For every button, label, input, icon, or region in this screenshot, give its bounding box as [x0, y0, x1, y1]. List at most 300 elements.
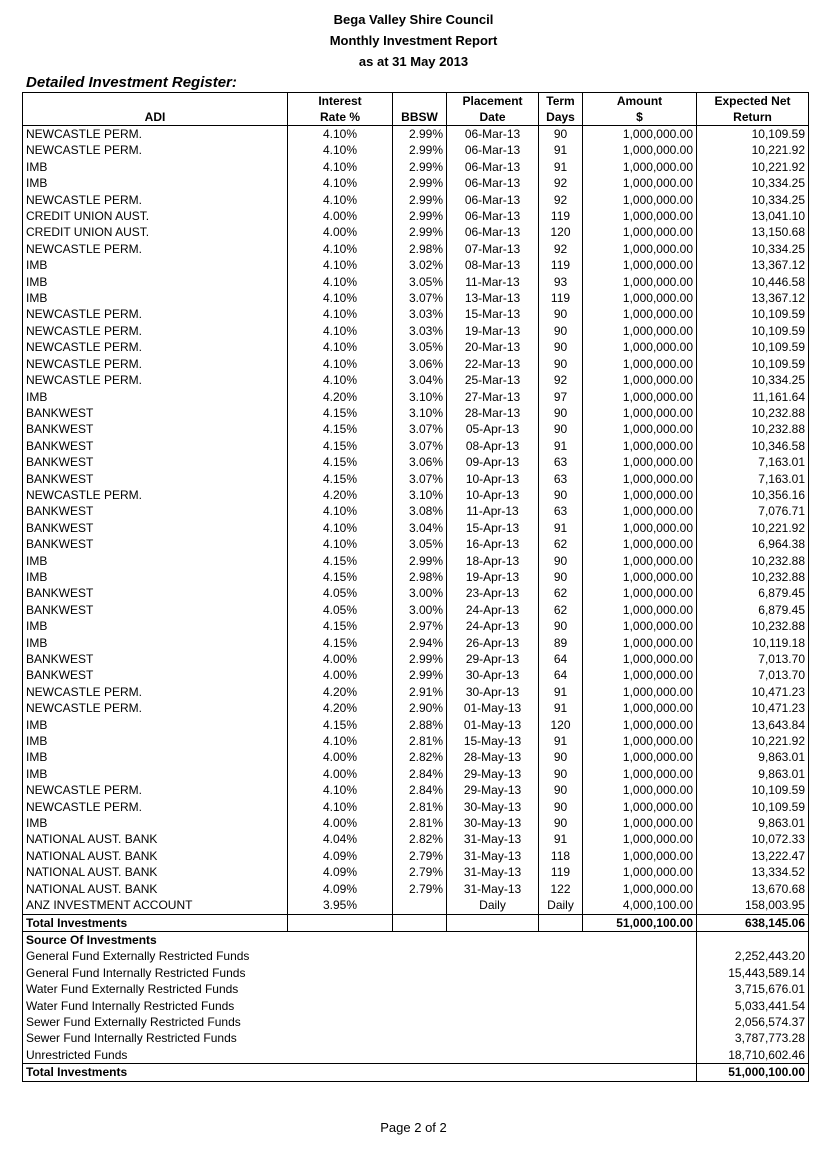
cell-date: 25-Mar-13: [447, 372, 539, 388]
cell-date: 01-May-13: [447, 700, 539, 716]
col-rate-line1: Interest: [318, 94, 362, 108]
sources-heading-value: [697, 931, 809, 948]
cell-amount: 1,000,000.00: [583, 864, 697, 880]
cell-days: 90: [539, 782, 583, 798]
cell-rate: 4.15%: [288, 569, 393, 585]
cell-return: 10,346.58: [697, 438, 809, 454]
register-row: [23, 421, 809, 437]
cell-bbsw: 3.04%: [393, 372, 447, 388]
cell-amount: 1,000,000.00: [583, 306, 697, 322]
cell-rate: 4.10%: [288, 339, 393, 355]
cell-rate: 3.95%: [288, 897, 393, 914]
cell-days: 62: [539, 536, 583, 552]
cell-adi: BANKWEST: [26, 438, 94, 453]
cell-adi: IMB: [26, 750, 48, 765]
cell-return: 13,367.12: [697, 257, 809, 273]
cell-adi: BANKWEST: [26, 652, 94, 666]
source-value: 5,033,441.54: [697, 998, 809, 1014]
cell-rate: 4.10%: [288, 159, 393, 175]
cell-date: 11-Apr-13: [447, 503, 539, 519]
cell-rate: 4.20%: [288, 684, 393, 700]
cell-rate: 4.15%: [288, 635, 393, 651]
cell-return: 10,109.59: [697, 306, 809, 322]
register-row: [23, 553, 809, 569]
cell-date: 09-Apr-13: [447, 454, 539, 470]
source-row: [23, 965, 809, 981]
cell-bbsw: 2.99%: [393, 126, 447, 143]
cell-days: 90: [539, 323, 583, 339]
cell-adi: NEWCASTLE PERM.: [26, 487, 143, 502]
cell-amount: 1,000,000.00: [583, 700, 697, 716]
cell-bbsw: 3.03%: [393, 323, 447, 339]
cell-amount: 1,000,000.00: [583, 684, 697, 700]
cell-amount: 1,000,000.00: [583, 438, 697, 454]
cell-adi: IMB: [26, 619, 48, 634]
cell-date: 06-Mar-13: [447, 159, 539, 175]
cell-adi: BANKWEST: [26, 471, 94, 486]
register-row: [23, 585, 809, 601]
cell-amount: 1,000,000.00: [583, 799, 697, 815]
cell-amount: 1,000,000.00: [583, 536, 697, 552]
cell-date: 06-Mar-13: [447, 224, 539, 240]
cell-return: 10,109.59: [697, 782, 809, 798]
register-row: [23, 520, 809, 536]
total-return: 638,145.06: [697, 914, 809, 931]
cell-days: 91: [539, 733, 583, 749]
cell-amount: 1,000,000.00: [583, 503, 697, 519]
cell-rate: 4.15%: [288, 438, 393, 454]
cell-days: 120: [539, 717, 583, 733]
cell-days: 90: [539, 815, 583, 831]
cell-amount: 1,000,000.00: [583, 175, 697, 191]
sources-heading: Source Of Investments: [26, 932, 157, 947]
register-row: [23, 651, 809, 667]
source-label: General Fund Externally Restricted Funds: [26, 949, 250, 964]
cell-amount: 1,000,000.00: [583, 602, 697, 618]
cell-rate: 4.10%: [288, 799, 393, 815]
cell-return: 10,356.16: [697, 487, 809, 503]
cell-days: 62: [539, 602, 583, 618]
register-row: [23, 618, 809, 634]
cell-bbsw: 2.99%: [393, 667, 447, 683]
cell-bbsw: 3.07%: [393, 471, 447, 487]
cell-date: 06-Mar-13: [447, 126, 539, 143]
cell-adi: IMB: [26, 766, 48, 781]
total-label: Total Investments: [23, 914, 288, 931]
cell-return: 10,109.59: [697, 356, 809, 372]
register-row: [23, 733, 809, 749]
cell-bbsw: 2.88%: [393, 717, 447, 733]
cell-days: 90: [539, 405, 583, 421]
cell-return: 9,863.01: [697, 815, 809, 831]
cell-adi: NEWCASTLE PERM.: [26, 684, 143, 699]
source-label: Sewer Fund Internally Restricted Funds: [26, 1031, 237, 1046]
cell-days: 90: [539, 126, 583, 143]
cell-date: 29-May-13: [447, 782, 539, 798]
cell-return: 13,150.68: [697, 224, 809, 240]
cell-adi: NEWCASTLE PERM.: [26, 307, 143, 322]
cell-return: 6,879.45: [697, 602, 809, 618]
cell-amount: 1,000,000.00: [583, 208, 697, 224]
source-row: [23, 981, 809, 997]
cell-amount: 1,000,000.00: [583, 126, 697, 143]
cell-date: 06-Mar-13: [447, 208, 539, 224]
cell-adi: NEWCASTLE PERM.: [26, 799, 143, 814]
register-row: [23, 438, 809, 454]
register-body: [23, 126, 809, 1082]
cell-rate: 4.15%: [288, 618, 393, 634]
cell-days: 119: [539, 208, 583, 224]
cell-date: 07-Mar-13: [447, 241, 539, 257]
cell-adi: BANKWEST: [26, 405, 94, 420]
cell-date: 29-Apr-13: [447, 651, 539, 667]
cell-days: 90: [539, 749, 583, 765]
cell-days: 122: [539, 881, 583, 897]
cell-rate: 4.10%: [288, 241, 393, 257]
cell-rate: 4.10%: [288, 323, 393, 339]
cell-days: 91: [539, 159, 583, 175]
cell-rate: 4.10%: [288, 290, 393, 306]
cell-bbsw: 3.05%: [393, 339, 447, 355]
cell-return: 10,221.92: [697, 520, 809, 536]
cell-bbsw: 2.99%: [393, 553, 447, 569]
source-label: Water Fund Internally Restricted Funds: [26, 998, 235, 1013]
source-value: 18,710,602.46: [697, 1047, 809, 1064]
cell-amount: 1,000,000.00: [583, 274, 697, 290]
register-row: [23, 306, 809, 322]
cell-days: 91: [539, 700, 583, 716]
cell-bbsw: 3.10%: [393, 389, 447, 405]
total-empty-rate: [288, 914, 393, 931]
cell-bbsw: 2.81%: [393, 815, 447, 831]
cell-bbsw: 3.08%: [393, 503, 447, 519]
cell-adi: CREDIT UNION AUST.: [26, 209, 150, 224]
cell-rate: 4.15%: [288, 553, 393, 569]
col-date-line2: Date: [479, 110, 506, 124]
cell-amount: 1,000,000.00: [583, 667, 697, 683]
cell-return: 10,446.58: [697, 274, 809, 290]
cell-date: 05-Apr-13: [447, 421, 539, 437]
cell-rate: 4.10%: [288, 142, 393, 158]
cell-days: 92: [539, 175, 583, 191]
cell-adi: CREDIT UNION AUST.: [26, 225, 150, 240]
cell-days: 120: [539, 224, 583, 240]
cell-amount: 1,000,000.00: [583, 553, 697, 569]
cell-days: 92: [539, 372, 583, 388]
cell-amount: 1,000,000.00: [583, 142, 697, 158]
register-row: [23, 602, 809, 618]
cell-date: 30-May-13: [447, 815, 539, 831]
page-footer: Page 2 of 2: [380, 1120, 447, 1135]
register-row: [23, 717, 809, 733]
cell-bbsw: 3.05%: [393, 536, 447, 552]
register-row: [23, 487, 809, 503]
cell-rate: 4.09%: [288, 848, 393, 864]
register-row: [23, 897, 809, 914]
cell-date: 24-Apr-13: [447, 602, 539, 618]
cell-rate: 4.09%: [288, 864, 393, 880]
cell-amount: 1,000,000.00: [583, 241, 697, 257]
cell-adi: IMB: [26, 176, 48, 191]
register-row: [23, 782, 809, 798]
cell-return: 7,163.01: [697, 454, 809, 470]
register-row: [23, 224, 809, 240]
cell-date: 19-Apr-13: [447, 569, 539, 585]
cell-days: 119: [539, 864, 583, 880]
cell-return: 9,863.01: [697, 766, 809, 782]
cell-days: 93: [539, 274, 583, 290]
col-bbsw-line1: [396, 93, 443, 109]
cell-amount: 1,000,000.00: [583, 323, 697, 339]
cell-adi: IMB: [26, 569, 48, 584]
total-empty-date: [447, 914, 539, 931]
cell-bbsw: 2.81%: [393, 733, 447, 749]
source-row: [23, 1014, 809, 1030]
col-rate-line2: Rate %: [319, 110, 360, 124]
cell-date: Daily: [447, 897, 539, 914]
cell-days: 90: [539, 487, 583, 503]
cell-date: 24-Apr-13: [447, 618, 539, 634]
cell-bbsw: 3.00%: [393, 602, 447, 618]
col-amount-line1: Amount: [616, 94, 663, 108]
cell-bbsw: 2.99%: [393, 192, 447, 208]
cell-return: 10,109.59: [697, 126, 809, 143]
cell-bbsw: 3.00%: [393, 585, 447, 601]
cell-amount: 1,000,000.00: [583, 618, 697, 634]
cell-rate: 4.09%: [288, 881, 393, 897]
cell-adi: NEWCASTLE PERM.: [26, 323, 143, 338]
total-empty-bbsw: [393, 914, 447, 931]
cell-bbsw: 3.06%: [393, 356, 447, 372]
col-days: [539, 93, 583, 126]
cell-amount: 1,000,000.00: [583, 815, 697, 831]
cell-date: 11-Mar-13: [447, 274, 539, 290]
cell-bbsw: 2.82%: [393, 749, 447, 765]
register-row: [23, 667, 809, 683]
cell-days: 119: [539, 257, 583, 273]
cell-return: 7,076.71: [697, 503, 809, 519]
cell-bbsw: 2.91%: [393, 684, 447, 700]
cell-adi: NEWCASTLE PERM.: [26, 701, 143, 716]
cell-rate: 4.10%: [288, 257, 393, 273]
cell-days: 63: [539, 503, 583, 519]
cell-bbsw: 2.79%: [393, 864, 447, 880]
cell-bbsw: 2.99%: [393, 208, 447, 224]
col-bbsw-line2: BBSW: [401, 110, 438, 124]
cell-bbsw: 3.10%: [393, 487, 447, 503]
register-row: [23, 454, 809, 470]
cell-date: 30-Apr-13: [447, 667, 539, 683]
register-row: [23, 799, 809, 815]
cell-date: 27-Mar-13: [447, 389, 539, 405]
grand-total-label: Total Investments: [23, 1064, 697, 1081]
cell-date: 13-Mar-13: [447, 290, 539, 306]
cell-adi: IMB: [26, 734, 48, 749]
cell-rate: 4.10%: [288, 503, 393, 519]
cell-bbsw: 2.98%: [393, 241, 447, 257]
cell-adi: BANKWEST: [26, 537, 94, 552]
cell-days: 64: [539, 667, 583, 683]
cell-date: 29-May-13: [447, 766, 539, 782]
cell-return: 158,003.95: [697, 897, 809, 914]
register-row: [23, 848, 809, 864]
source-row: [23, 948, 809, 964]
cell-return: 10,334.25: [697, 241, 809, 257]
cell-days: 91: [539, 831, 583, 847]
col-bbsw: [393, 93, 447, 126]
cell-amount: 1,000,000.00: [583, 881, 697, 897]
cell-return: 10,334.25: [697, 192, 809, 208]
cell-return: 10,334.25: [697, 175, 809, 191]
register-row: [23, 831, 809, 847]
col-adi: [23, 93, 288, 126]
cell-amount: 1,000,000.00: [583, 290, 697, 306]
cell-rate: 4.20%: [288, 700, 393, 716]
cell-date: 31-May-13: [447, 848, 539, 864]
cell-return: 6,964.38: [697, 536, 809, 552]
cell-amount: 1,000,000.00: [583, 749, 697, 765]
cell-bbsw: 2.81%: [393, 799, 447, 815]
cell-adi: NEWCASTLE PERM.: [26, 373, 143, 388]
cell-date: 28-May-13: [447, 749, 539, 765]
col-date-line1: Placement: [462, 94, 523, 108]
cell-amount: 1,000,000.00: [583, 487, 697, 503]
cell-rate: 4.10%: [288, 536, 393, 552]
cell-return: 10,232.88: [697, 421, 809, 437]
cell-bbsw: 3.05%: [393, 274, 447, 290]
cell-rate: 4.00%: [288, 208, 393, 224]
source-value: 2,056,574.37: [697, 1014, 809, 1030]
cell-days: 90: [539, 618, 583, 634]
cell-rate: 4.05%: [288, 585, 393, 601]
register-row: [23, 569, 809, 585]
cell-bbsw: 3.06%: [393, 454, 447, 470]
cell-rate: 4.10%: [288, 274, 393, 290]
register-row: [23, 815, 809, 831]
total-empty-days: [539, 914, 583, 931]
register-row: [23, 503, 809, 519]
register-row: [23, 635, 809, 651]
register-row: [23, 536, 809, 552]
cell-return: 10,221.92: [697, 142, 809, 158]
grand-total-row: [23, 1064, 809, 1081]
cell-amount: 1,000,000.00: [583, 454, 697, 470]
cell-days: 118: [539, 848, 583, 864]
cell-rate: 4.20%: [288, 487, 393, 503]
cell-days: 90: [539, 421, 583, 437]
source-label: Water Fund Externally Restricted Funds: [26, 982, 239, 997]
register-row: [23, 175, 809, 191]
cell-return: 10,109.59: [697, 339, 809, 355]
cell-bbsw: 2.99%: [393, 224, 447, 240]
col-days-line1: Term: [546, 94, 575, 108]
cell-days: 97: [539, 389, 583, 405]
cell-adi: IMB: [26, 717, 48, 732]
cell-return: 10,109.59: [697, 323, 809, 339]
cell-amount: 1,000,000.00: [583, 372, 697, 388]
cell-rate: 4.05%: [288, 602, 393, 618]
cell-rate: 4.15%: [288, 717, 393, 733]
register-row: [23, 241, 809, 257]
cell-amount: 1,000,000.00: [583, 831, 697, 847]
cell-days: 90: [539, 356, 583, 372]
cell-date: 20-Mar-13: [447, 339, 539, 355]
cell-adi: NATIONAL AUST. BANK: [26, 881, 158, 896]
cell-bbsw: [393, 897, 447, 914]
cell-adi: IMB: [26, 258, 48, 273]
investment-register-table: [22, 92, 809, 1082]
cell-return: 10,109.59: [697, 799, 809, 815]
cell-date: 18-Apr-13: [447, 553, 539, 569]
cell-rate: 4.00%: [288, 766, 393, 782]
cell-days: 64: [539, 651, 583, 667]
cell-adi: NATIONAL AUST. BANK: [26, 865, 158, 880]
cell-adi: BANKWEST: [26, 455, 94, 470]
cell-amount: 1,000,000.00: [583, 848, 697, 864]
cell-days: 91: [539, 142, 583, 158]
cell-bbsw: 2.84%: [393, 782, 447, 798]
cell-date: 28-Mar-13: [447, 405, 539, 421]
cell-rate: 4.15%: [288, 471, 393, 487]
cell-rate: 4.15%: [288, 421, 393, 437]
cell-adi: NEWCASTLE PERM.: [26, 356, 143, 371]
cell-return: 10,072.33: [697, 831, 809, 847]
cell-date: 06-Mar-13: [447, 142, 539, 158]
cell-bbsw: 3.10%: [393, 405, 447, 421]
cell-bbsw: 3.07%: [393, 290, 447, 306]
cell-amount: 1,000,000.00: [583, 356, 697, 372]
cell-rate: 4.00%: [288, 749, 393, 765]
register-row: [23, 684, 809, 700]
cell-adi: NEWCASTLE PERM.: [26, 143, 143, 158]
cell-return: 10,221.92: [697, 159, 809, 175]
cell-amount: 1,000,000.00: [583, 257, 697, 273]
cell-adi: ANZ INVESTMENT ACCOUNT: [26, 898, 193, 913]
cell-bbsw: 2.99%: [393, 175, 447, 191]
cell-adi: BANKWEST: [26, 520, 94, 535]
cell-amount: 1,000,000.00: [583, 717, 697, 733]
cell-rate: 4.04%: [288, 831, 393, 847]
total-amount: 51,000,100.00: [583, 914, 697, 931]
cell-amount: 1,000,000.00: [583, 766, 697, 782]
cell-date: 10-Apr-13: [447, 471, 539, 487]
cell-amount: 1,000,000.00: [583, 635, 697, 651]
section-title: Detailed Investment Register:: [26, 74, 237, 91]
cell-amount: 1,000,000.00: [583, 520, 697, 536]
cell-bbsw: 3.03%: [393, 306, 447, 322]
register-row: [23, 208, 809, 224]
col-rate: [288, 93, 393, 126]
grand-total-value: 51,000,100.00: [697, 1064, 809, 1081]
cell-adi: IMB: [26, 553, 48, 568]
cell-return: 11,161.64: [697, 389, 809, 405]
cell-return: 10,334.25: [697, 372, 809, 388]
cell-amount: 1,000,000.00: [583, 733, 697, 749]
cell-date: 06-Mar-13: [447, 192, 539, 208]
cell-days: 92: [539, 192, 583, 208]
cell-rate: 4.10%: [288, 306, 393, 322]
cell-days: 90: [539, 799, 583, 815]
cell-return: 10,232.88: [697, 553, 809, 569]
sources-heading-row: [23, 931, 809, 948]
cell-days: 92: [539, 241, 583, 257]
cell-return: 9,863.01: [697, 749, 809, 765]
cell-amount: 1,000,000.00: [583, 405, 697, 421]
cell-rate: 4.10%: [288, 192, 393, 208]
report-date: as at 31 May 2013: [358, 54, 469, 69]
register-row: [23, 700, 809, 716]
cell-amount: 1,000,000.00: [583, 569, 697, 585]
